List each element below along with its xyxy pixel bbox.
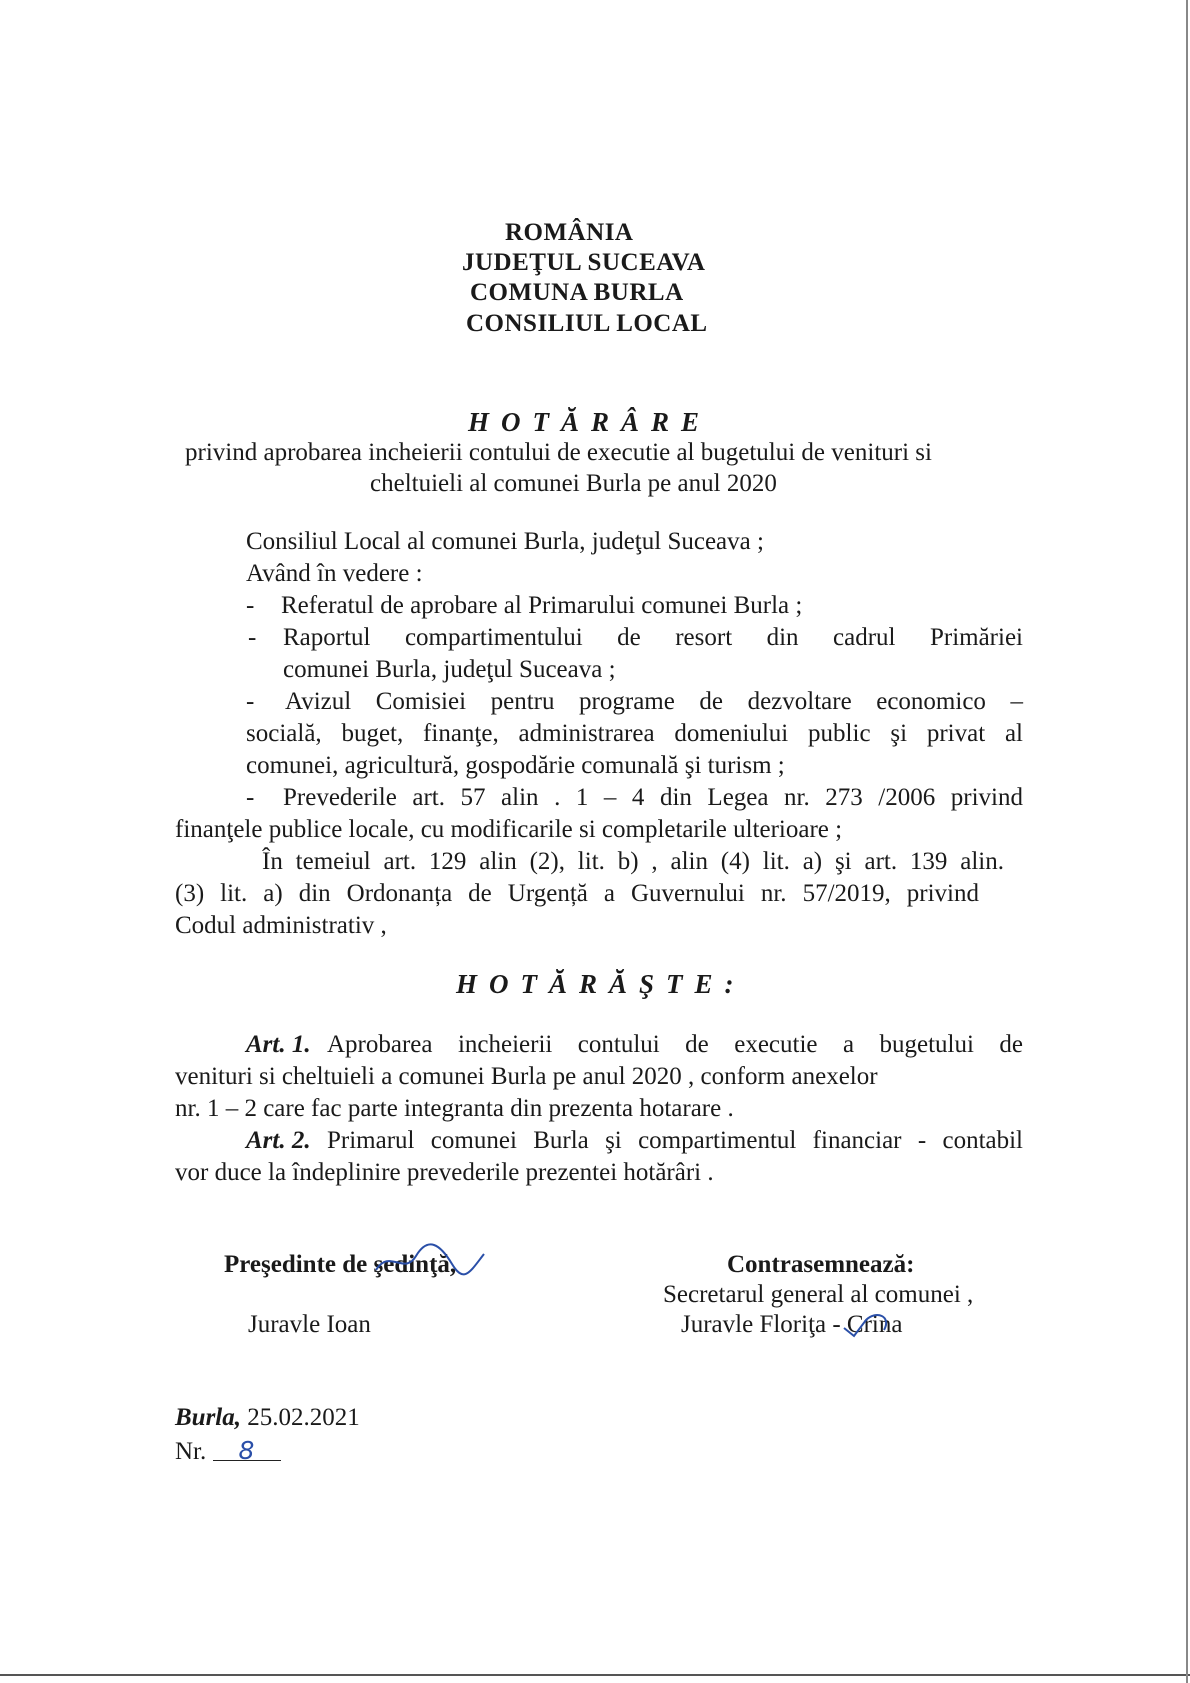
article-2-line-2: vor duce la îndeplinire prevederile prezentei hotărâri . xyxy=(175,1159,714,1186)
signature-right-title: Contrasemnează: xyxy=(727,1251,915,1278)
header-commune: COMUNA BURLA xyxy=(470,279,684,306)
article-1-line-2: venituri si cheltuieli a comunei Burla pe anul 2020 , conform anexelor xyxy=(175,1063,878,1090)
bullet-dash: - xyxy=(246,592,255,619)
signature-right-role: Secretarul general al comunei , xyxy=(663,1281,974,1308)
bullet-aviz-line-1: Avizul Comisiei pentru programe de dezvoltare economico – xyxy=(285,688,1023,715)
article-1-line-3: nr. 1 – 2 care fac parte integranta din prezenta hotarare . xyxy=(175,1095,734,1122)
footer-nr-label: Nr. xyxy=(175,1438,207,1465)
footer-nr-value: 8 xyxy=(238,1436,255,1465)
footer-place-date xyxy=(175,1403,360,1433)
bullet-raport-line-1: Raportul compartimentului de resort din cadrul Primăriei xyxy=(283,624,1023,651)
bullet-prevederi-line-1: Prevederile art. 57 alin . 1 – 4 din Legea nr. 273 /2006 privind xyxy=(283,784,1023,811)
page-bottom-border xyxy=(0,1674,1190,1676)
footer-place: Burla, xyxy=(175,1404,242,1431)
footer-number xyxy=(175,1436,281,1467)
subtitle-line-2: cheltuieli al comunei Burla pe anul 2020 xyxy=(370,470,777,497)
signature-left-title: Preşedinte de şedinţă, xyxy=(224,1251,457,1278)
signature-left-name: Juravle Ioan xyxy=(248,1311,371,1338)
bullet-referat: Referatul de aprobare al Primarului comunei Burla ; xyxy=(281,592,803,619)
subtitle-line-1: privind aprobarea incheierii contului de executie al bugetului de venituri si xyxy=(185,439,932,466)
bullet-dash: - xyxy=(246,784,255,811)
bullet-dash: - xyxy=(246,688,255,715)
bullet-dash: - xyxy=(248,624,257,651)
legal-basis-line-1: În temeiul art. 129 alin (2), lit. b) , alin (4) lit. a) şi art. 139 alin. xyxy=(262,848,1004,875)
preamble-council: Consiliul Local al comunei Burla, judeţul Suceava ; xyxy=(246,528,764,555)
header-council: CONSILIUL LOCAL xyxy=(466,310,708,337)
page-right-border xyxy=(1186,0,1188,1683)
signature-right-handwriting xyxy=(840,1306,900,1346)
header-country: ROMÂNIA xyxy=(505,219,634,246)
article-1-line-1: Aprobarea incheierii contului de executie a bugetului de xyxy=(327,1031,1023,1058)
document-title: HOTĂRÂRE xyxy=(468,407,712,437)
bullet-aviz-line-3: comunei, agricultură, gospodărie comunală şi turism ; xyxy=(246,752,785,779)
signature-left-handwriting xyxy=(370,1236,490,1286)
bullet-prevederi-line-2: finanţele publice locale, cu modificarile si completarile ulterioare ; xyxy=(175,816,843,843)
legal-basis-line-2: (3) lit. a) din Ordonanța de Urgență a Guvernului nr. 57/2019, privind xyxy=(175,880,979,907)
signature-right-name: Juravle Floriţa - Crina xyxy=(681,1311,903,1338)
preamble-considering: Având în vedere : xyxy=(246,560,423,587)
footer-date: 25.02.2021 xyxy=(241,1404,360,1431)
article-2-line-1: Primarul comunei Burla şi compartimentul financiar - contabil xyxy=(327,1127,1023,1154)
bullet-raport-line-2: comunei Burla, judeţul Suceava ; xyxy=(283,656,616,683)
legal-basis-line-3: Codul administrativ , xyxy=(175,912,387,939)
article-2-label: Art. 2. xyxy=(246,1127,311,1154)
header-county: JUDEŢUL SUCEAVA xyxy=(462,249,706,276)
decides-heading: HOTĂRĂŞTE: xyxy=(456,969,746,999)
bullet-aviz-line-2: socială, buget, finanţe, administrarea domeniului public şi privat al xyxy=(246,720,1023,747)
article-1-label: Art. 1. xyxy=(246,1031,311,1058)
